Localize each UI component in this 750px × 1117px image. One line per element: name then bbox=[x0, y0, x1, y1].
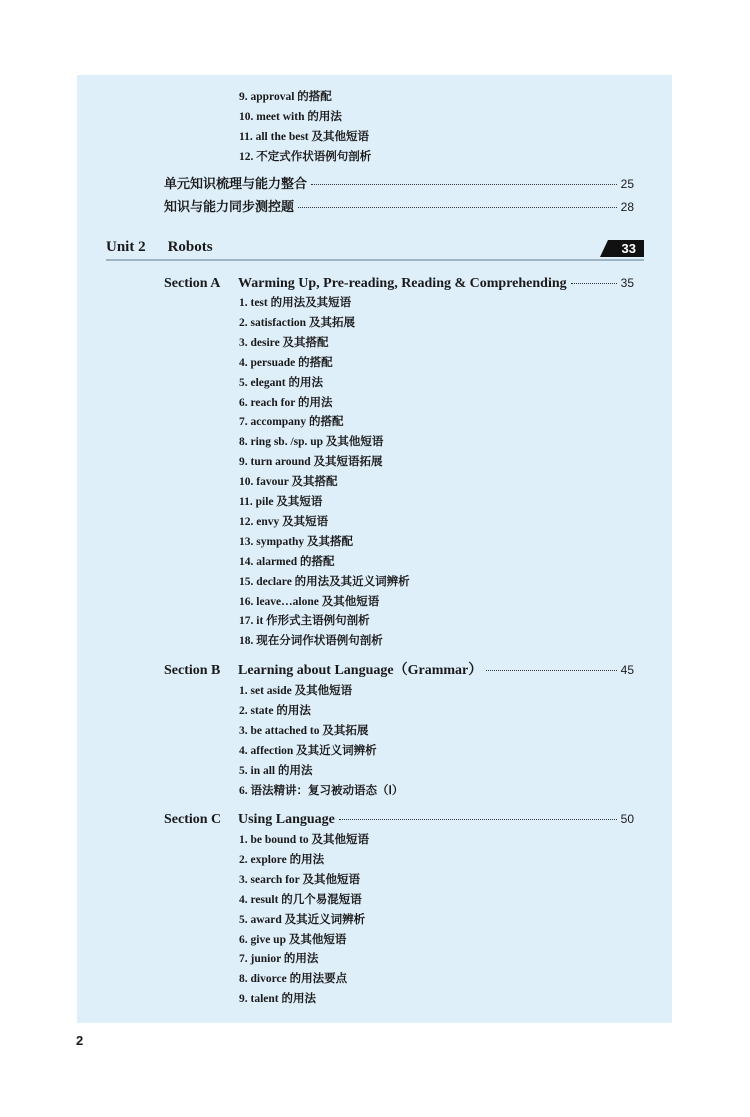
toc-item[interactable]: 13. sympathy 及其搭配 bbox=[239, 535, 354, 548]
toc-item[interactable]: 2. satisfaction 及其拓展 bbox=[239, 316, 355, 329]
unit-label: Unit 2 bbox=[106, 239, 146, 255]
toc-item[interactable]: 17. it 作形式主语例句剖析 bbox=[239, 615, 370, 628]
toc-item[interactable]: 9. approval 的搭配 bbox=[239, 91, 332, 103]
toc-panel bbox=[77, 75, 672, 1023]
toc-item[interactable]: 18. 现在分词作状语例句剖析 bbox=[239, 635, 383, 648]
section-label: Section A bbox=[164, 276, 221, 291]
toc-item[interactable]: 15. declare 的用法及其近义词辨析 bbox=[239, 575, 410, 588]
toc-item[interactable]: 6. reach for 的用法 bbox=[239, 396, 333, 409]
page-ref: 28 bbox=[620, 200, 634, 214]
toc-item[interactable]: 4. affection 及其近义词辨析 bbox=[239, 744, 377, 757]
toc-item[interactable]: 1. be bound to 及其他短语 bbox=[239, 834, 370, 846]
page-number: 2 bbox=[76, 1033, 84, 1048]
toc-item[interactable]: 4. result 的几个易混短语 bbox=[239, 893, 362, 906]
page-ref: 25 bbox=[620, 177, 634, 191]
toc-item[interactable]: 1. test 的用法及其短语 bbox=[239, 297, 352, 309]
section-heading[interactable] bbox=[164, 274, 634, 293]
toc-item[interactable]: 9. talent 的用法 bbox=[239, 993, 316, 1006]
toc-item[interactable]: 11. pile 及其短语 bbox=[239, 496, 323, 508]
leader-dots bbox=[311, 184, 617, 185]
toc-item[interactable]: 5. elegant 的用法 bbox=[239, 376, 324, 389]
leader-dots bbox=[339, 819, 617, 820]
toc-item[interactable]: 10. favour 及其搭配 bbox=[239, 476, 338, 489]
section-title: Warming Up, Pre-reading, Reading & Comprehending bbox=[238, 276, 567, 291]
summary-title: 知识与能力同步测控题 bbox=[164, 200, 295, 215]
toc-item[interactable]: 14. alarmed 的搭配 bbox=[239, 555, 335, 568]
page-ref: 45 bbox=[620, 663, 634, 677]
section-heading[interactable] bbox=[164, 810, 634, 829]
toc-item[interactable]: 6. give up 及其他短语 bbox=[239, 933, 347, 946]
toc-item[interactable]: 6. 语法精讲：复习被动语态（Ⅰ） bbox=[239, 784, 404, 797]
toc-item[interactable]: 8. ring sb. /sp. up 及其他短语 bbox=[239, 436, 384, 449]
unit-page-badge bbox=[600, 240, 644, 257]
toc-item[interactable]: 8. divorce 的用法要点 bbox=[239, 973, 348, 986]
toc-item[interactable]: 2. state 的用法 bbox=[239, 704, 311, 717]
unit-heading[interactable] bbox=[106, 239, 213, 256]
leader-dots bbox=[571, 283, 617, 284]
toc-item[interactable]: 3. be attached to 及其拓展 bbox=[239, 724, 369, 737]
section-label: Section B bbox=[164, 663, 221, 678]
page-ref: 35 bbox=[620, 276, 634, 290]
unit-divider bbox=[106, 259, 644, 261]
toc-item[interactable]: 3. desire 及其搭配 bbox=[239, 336, 329, 349]
toc-summary-entry[interactable] bbox=[164, 176, 634, 193]
toc-summary-entry[interactable] bbox=[164, 199, 634, 216]
toc-item[interactable]: 12. envy 及其短语 bbox=[239, 515, 329, 528]
toc-item[interactable]: 4. persuade 的搭配 bbox=[239, 356, 333, 369]
summary-title: 单元知识梳理与能力整合 bbox=[164, 177, 308, 192]
section-heading[interactable] bbox=[164, 661, 634, 680]
toc-item[interactable]: 11. all the best 及其他短语 bbox=[239, 131, 370, 143]
leader-dots bbox=[298, 207, 617, 208]
toc-item[interactable]: 9. turn around 及其短语拓展 bbox=[239, 456, 383, 469]
page-ref: 50 bbox=[620, 812, 634, 826]
toc-item[interactable]: 16. leave…alone 及其他短语 bbox=[239, 595, 380, 608]
toc-item[interactable]: 7. junior 的用法 bbox=[239, 953, 319, 966]
toc-item[interactable]: 12. 不定式作状语例句剖析 bbox=[239, 151, 372, 163]
leader-dots bbox=[486, 670, 616, 671]
unit-page: 33 bbox=[621, 241, 636, 256]
toc-item[interactable]: 1. set aside 及其他短语 bbox=[239, 685, 353, 697]
unit-title: Robots bbox=[167, 239, 213, 255]
section-title: Learning about Language（Grammar） bbox=[238, 663, 483, 678]
toc-item[interactable]: 5. in all 的用法 bbox=[239, 764, 313, 777]
section-label: Section C bbox=[164, 812, 222, 827]
toc-item[interactable]: 2. explore 的用法 bbox=[239, 853, 325, 866]
toc-item[interactable]: 7. accompany 的搭配 bbox=[239, 416, 344, 429]
toc-item[interactable]: 3. search for 及其他短语 bbox=[239, 873, 360, 886]
toc-item[interactable]: 10. meet with 的用法 bbox=[239, 111, 342, 123]
toc-item[interactable]: 5. award 及其近义词辨析 bbox=[239, 913, 366, 926]
section-title: Using Language bbox=[238, 812, 335, 827]
